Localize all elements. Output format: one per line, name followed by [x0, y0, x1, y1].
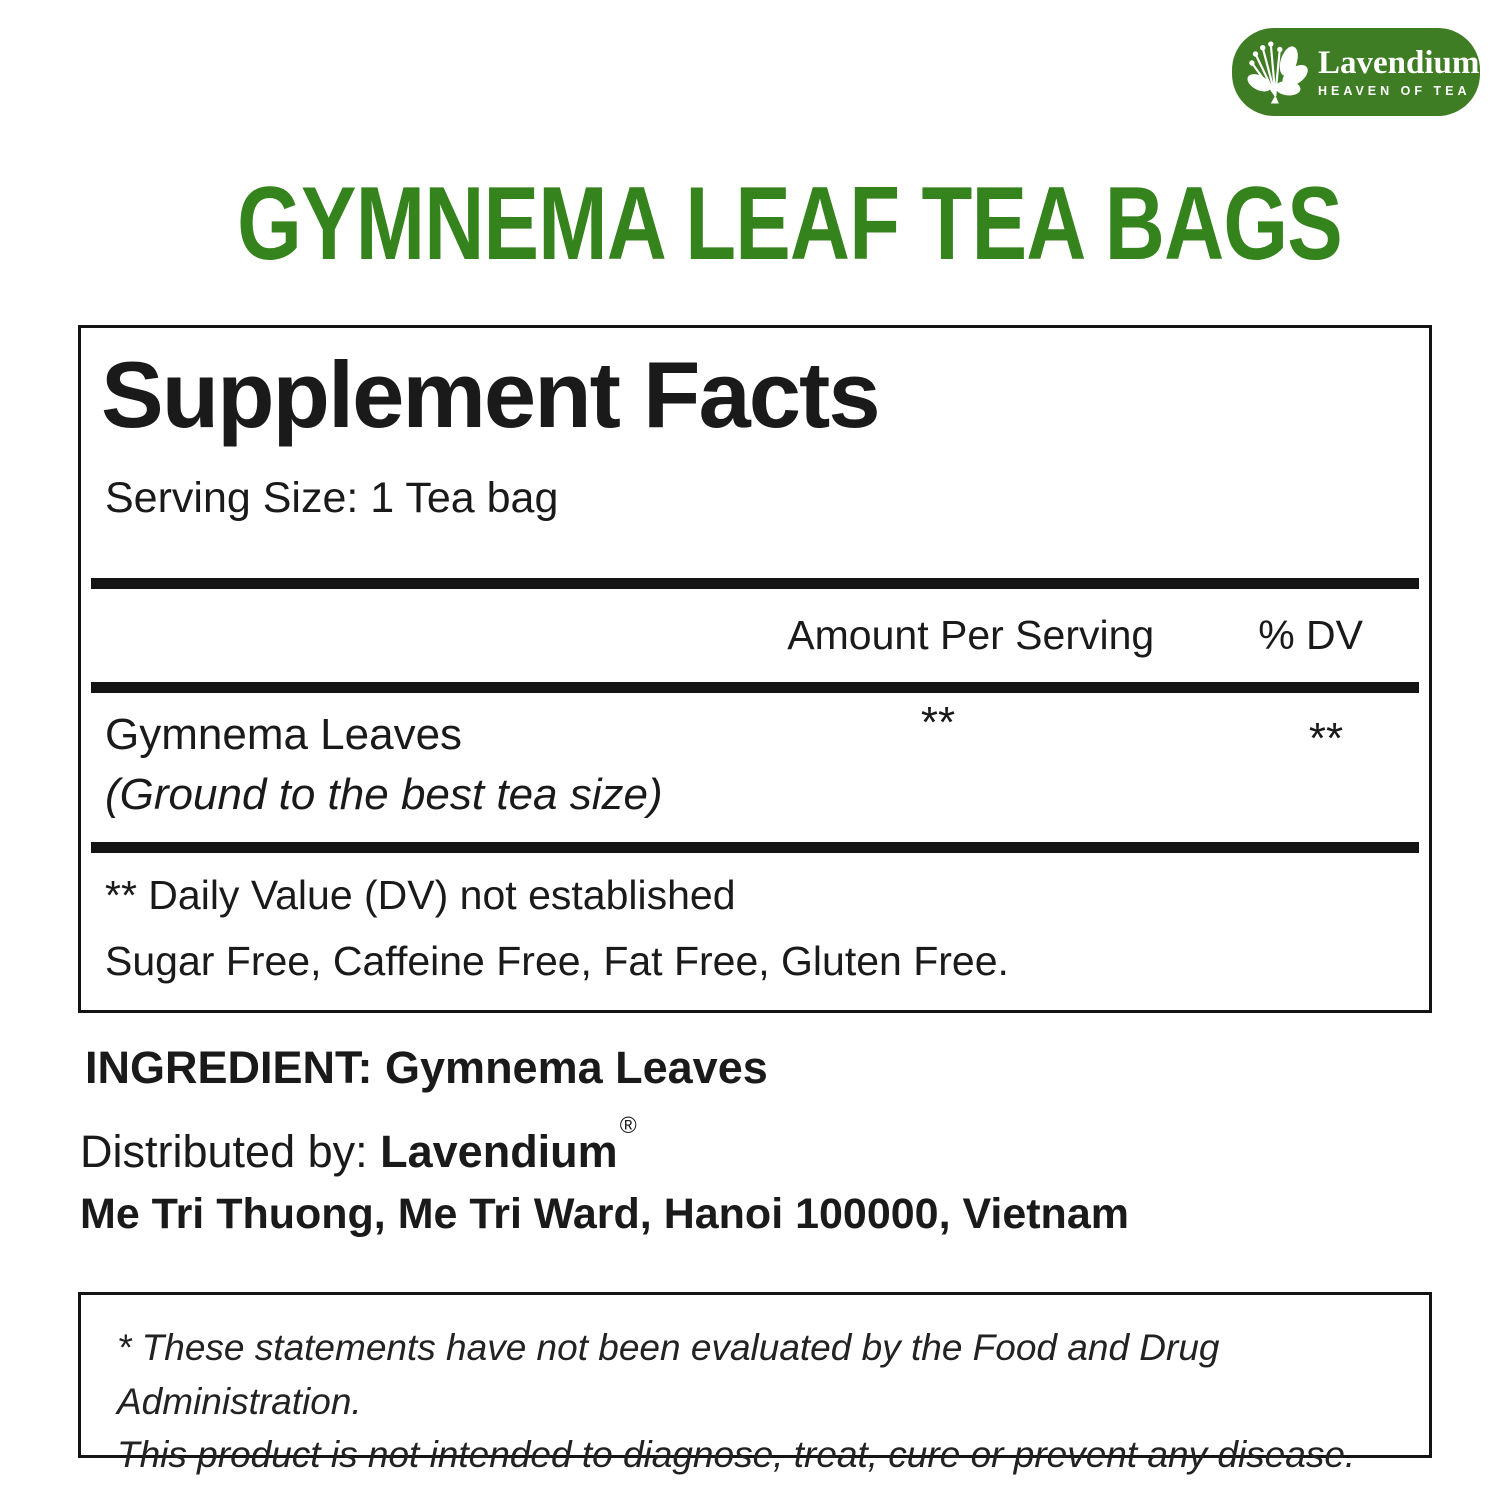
- dv-footnote: ** Daily Value (DV) not established: [105, 872, 736, 918]
- distributor-brand: Lavendium: [380, 1126, 618, 1177]
- ingredient-value: Gymnema Leaves: [385, 1042, 768, 1093]
- column-amount-per-serving: Amount Per Serving: [787, 612, 1155, 658]
- thick-divider: [91, 578, 1419, 589]
- fda-disclaimer-box: [78, 1292, 1432, 1476]
- disclaimer-line-2: This product is not intended to diagnose, treat, cure or prevent any disease.: [117, 1434, 1356, 1476]
- facts-row-dv: **: [1308, 714, 1344, 763]
- free-claims-footnote: Sugar Free, Caffeine Free, Fat Free, Gluten Free.: [105, 938, 1009, 984]
- brand-logo-text: [1318, 46, 1479, 98]
- facts-heading: Supplement Facts: [101, 342, 879, 447]
- facts-row-name: Gymnema Leaves: [105, 710, 463, 759]
- product-title-text: GYMNEMA LEAF TEA BAGS: [237, 166, 1343, 282]
- ingredient-label: INGREDIENT:: [85, 1042, 373, 1093]
- product-title: [40, 166, 1500, 282]
- facts-row-note: (Ground to the best tea size): [105, 770, 663, 819]
- serving-size: Serving Size: 1 Tea bag: [105, 474, 559, 522]
- thick-divider: [91, 842, 1419, 853]
- facts-column-headers: [81, 612, 1429, 659]
- column-percent-dv: % DV: [1258, 612, 1363, 658]
- lotus-flower-icon: [1242, 36, 1314, 108]
- brand-tagline: HEAVEN OF TEA: [1318, 83, 1471, 98]
- disclaimer-line-1: * These statements have not been evaluated by the Food and Drug Administration.: [117, 1327, 1220, 1422]
- brand-logo: [1232, 28, 1480, 116]
- brand-name: Lavendium: [1318, 45, 1480, 82]
- distributor-address: Me Tri Thuong, Me Tri Ward, Hanoi 100000, Vietnam: [80, 1190, 1129, 1238]
- registered-mark: ®: [619, 1112, 637, 1138]
- supplement-facts-panel: [78, 325, 1432, 1013]
- facts-row-amount: **: [920, 698, 956, 747]
- thick-divider: [91, 682, 1419, 693]
- distributor-line: [80, 1112, 637, 1178]
- distributor-label: Distributed by:: [80, 1126, 368, 1177]
- ingredient-line: [85, 1042, 768, 1094]
